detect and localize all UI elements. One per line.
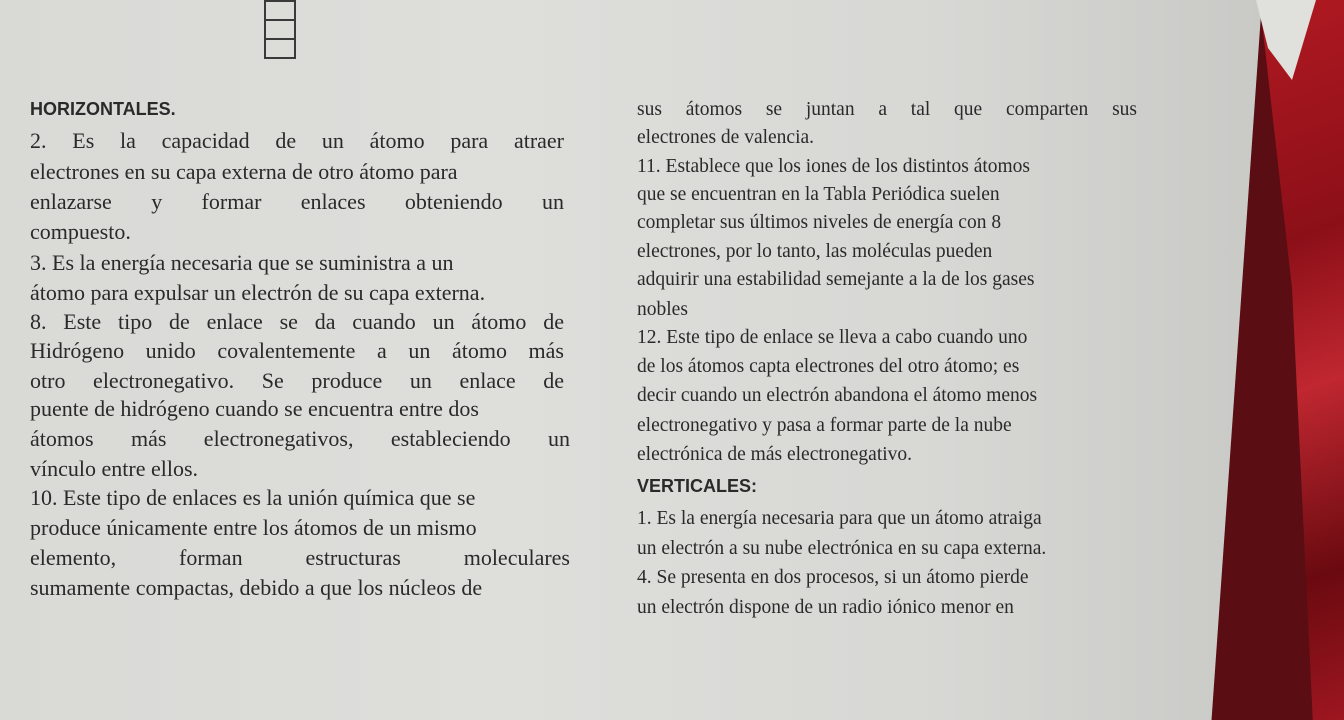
clue-line: de los átomos capta electrones del otro átomo; es (637, 356, 1020, 377)
clue-line: electrones de valencia. (637, 127, 815, 148)
clue-line: átomos más electronegativos, estableciendo un (30, 426, 570, 451)
clue-line: electrones, por lo tanto, las moléculas pueden (637, 241, 993, 262)
clue-line: sus átomos se juntan a tal que comparten sus (637, 99, 1137, 120)
clue-line: 10. Este tipo de enlaces es la unión química que se (30, 485, 476, 510)
clue-line: produce únicamente entre los átomos de un mismo (30, 515, 477, 540)
clue-line: 11. Establece que los iones de los distintos átomos (637, 156, 1031, 177)
clue-line: un electrón dispone de un radio iónico menor en (637, 597, 1014, 618)
crossword-cell (264, 19, 296, 40)
clue-line: Hidrógeno unido covalentemente a un átomo más (30, 338, 564, 363)
clue-line: 2. Es la capacidad de un átomo para atraer (30, 128, 564, 153)
clue-line: decir cuando un electrón abandona el átomo menos (637, 385, 1038, 406)
clue-line: sumamente compactas, debido a que los núcleos de (30, 575, 483, 600)
clue-line: vínculo entre ellos. (30, 456, 199, 481)
clue-line: 4. Se presenta en dos procesos, si un átomo pierde (637, 567, 1029, 588)
horizontales-heading: HORIZONTALES. (30, 99, 176, 119)
clue-line: 3. Es la energía necesaria que se suministra a un (30, 250, 454, 275)
clue-line: electrones en su capa externa de otro átomo para (30, 159, 458, 184)
clue-line: átomo para expulsar un electrón de su capa externa. (30, 280, 486, 305)
clue-line: electrónica de más electronegativo. (637, 444, 913, 465)
clue-line: que se encuentran en la Tabla Periódica suelen (637, 184, 1000, 205)
clue-line: compuesto. (30, 219, 131, 244)
clue-line: puente de hidrógeno cuando se encuentra entre dos (30, 396, 479, 421)
clue-line: 1. Es la energía necesaria para que un átomo atraiga (637, 508, 1042, 529)
crossword-cell (264, 38, 296, 59)
clue-line: elemento, forman estructuras moleculares (30, 545, 570, 570)
clue-line: electronegativo y pasa a formar parte de la nube (637, 415, 1012, 436)
verticales-heading: VERTICALES: (637, 476, 758, 496)
clue-line: completar sus últimos niveles de energía con 8 (637, 212, 1002, 233)
crossword-grid-fragment (264, 0, 296, 59)
clue-line: enlazarse y formar enlaces obteniendo un (30, 189, 564, 214)
clue-line: 8. Este tipo de enlace se da cuando un átomo de (30, 309, 564, 334)
clue-line: adquirir una estabilidad semejante a la de los gases (637, 269, 1035, 290)
clue-line: otro electronegativo. Se produce un enlace de (30, 368, 564, 393)
crossword-cell (264, 0, 296, 21)
clue-line: nobles (637, 299, 688, 320)
clue-line: un electrón a su nube electrónica en su capa externa. (637, 538, 1047, 559)
clue-line: 12. Este tipo de enlace se lleva a cabo cuando uno (637, 327, 1028, 348)
